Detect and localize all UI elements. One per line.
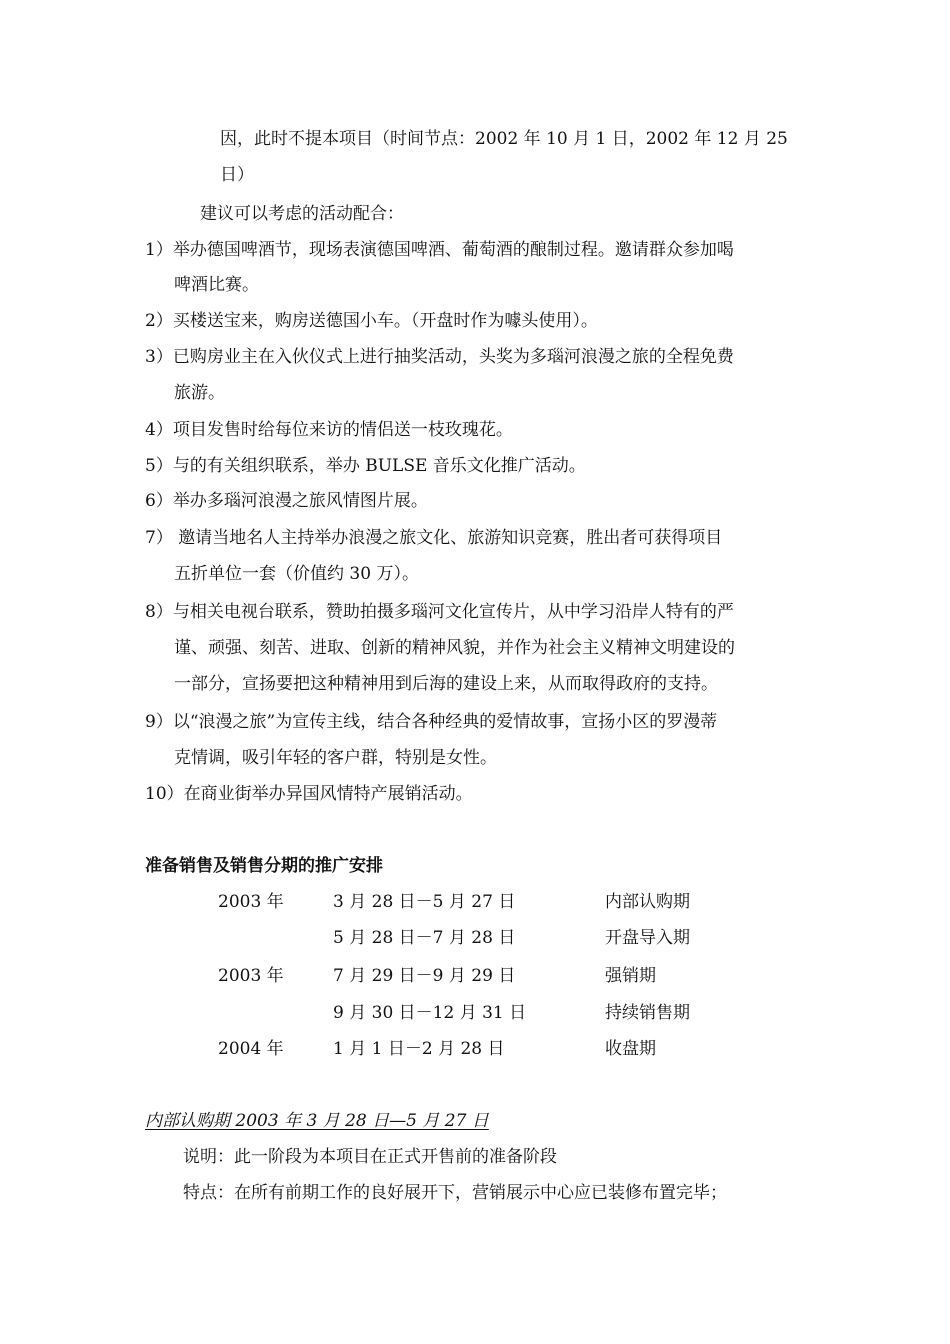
list-item-5: 5）与的有关组织联系，举办 BULSE 音乐文化推广活动。 bbox=[145, 456, 586, 476]
list-item-1-line-1: 1）举办德国啤酒节，现场表演德国啤酒、葡萄酒的酿制过程。邀请群众参加喝 bbox=[145, 240, 734, 260]
list-item-4: 4）项目发售时给每位来访的情侣送一枝玫瑰花。 bbox=[145, 420, 513, 440]
intro-line-2: 日） bbox=[220, 165, 254, 185]
schedule-year: 2003 年 bbox=[218, 966, 284, 986]
schedule-range: 9 月 30 日－12 月 31 日 bbox=[333, 1003, 527, 1023]
schedule-heading: 准备销售及销售分期的推广安排 bbox=[145, 856, 383, 876]
intro-line-1: 因，此时不提本项目（时间节点：2002 年 10 月 1 日，2002 年 12 月 25 bbox=[220, 129, 788, 149]
schedule-phase: 内部认购期 bbox=[605, 892, 690, 912]
list-item-3-line-1: 3）已购房业主在入伙仪式上进行抽奖活动，头奖为多瑙河浪漫之旅的全程免费 bbox=[145, 347, 734, 367]
list-item-1-line-2: 啤酒比赛。 bbox=[174, 275, 259, 295]
schedule-range: 3 月 28 日－5 月 27 日 bbox=[333, 892, 516, 912]
list-item-7-line-2: 五折单位一套（价值约 30 万）。 bbox=[174, 564, 419, 584]
suggestion-heading: 建议可以考虑的活动配合： bbox=[200, 204, 404, 224]
list-item-7-line-1: 7） 邀请当地名人主持举办浪漫之旅文化、旅游知识竞赛，胜出者可获得项目 bbox=[145, 528, 723, 548]
list-item-2: 2）买楼送宝来，购房送德国小车。（开盘时作为噱头使用）。 bbox=[145, 311, 598, 331]
phase1-description: 说明：此一阶段为本项目在正式开售前的准备阶段 bbox=[183, 1147, 557, 1167]
list-item-6: 6）举办多瑙河浪漫之旅风情图片展。 bbox=[145, 491, 428, 511]
schedule-range: 5 月 28 日－7 月 28 日 bbox=[333, 928, 516, 948]
list-item-9-line-2: 克情调，吸引年轻的客户群，特别是女性。 bbox=[174, 748, 497, 768]
schedule-year: 2003 年 bbox=[218, 892, 284, 912]
schedule-phase: 开盘导入期 bbox=[605, 928, 690, 948]
schedule-phase: 持续销售期 bbox=[605, 1003, 690, 1023]
schedule-range: 7 月 29 日－9 月 29 日 bbox=[333, 966, 516, 986]
list-item-8-line-1: 8）与相关电视台联系，赞助拍摄多瑙河文化宣传片，从中学习沿岸人特有的严 bbox=[145, 602, 734, 622]
phase1-heading: 内部认购期 2003 年 3 月 28 日—5 月 27 日 bbox=[145, 1111, 489, 1131]
list-item-8-line-2: 谨、顽强、刻苦、进取、创新的精神风貌，并作为社会主义精神文明建设的 bbox=[174, 638, 735, 658]
list-item-9-line-1: 9）以“浪漫之旅”为宣传主线，结合各种经典的爱情故事，宣扬小区的罗漫蒂 bbox=[145, 712, 718, 732]
list-item-10: 10）在商业街举办异国风情特产展销活动。 bbox=[145, 784, 473, 804]
schedule-year: 2004 年 bbox=[218, 1039, 284, 1059]
schedule-phase: 强销期 bbox=[605, 966, 656, 986]
list-item-3-line-2: 旅游。 bbox=[174, 383, 225, 403]
list-item-8-line-3: 一部分，宣扬要把这种精神用到后海的建设上来，从而取得政府的支持。 bbox=[174, 674, 718, 694]
schedule-phase: 收盘期 bbox=[605, 1039, 656, 1059]
schedule-range: 1 月 1 日－2 月 28 日 bbox=[333, 1039, 505, 1059]
phase1-feature: 特点：在所有前期工作的良好展开下，营销展示中心应已装修布置完毕； bbox=[183, 1183, 727, 1203]
